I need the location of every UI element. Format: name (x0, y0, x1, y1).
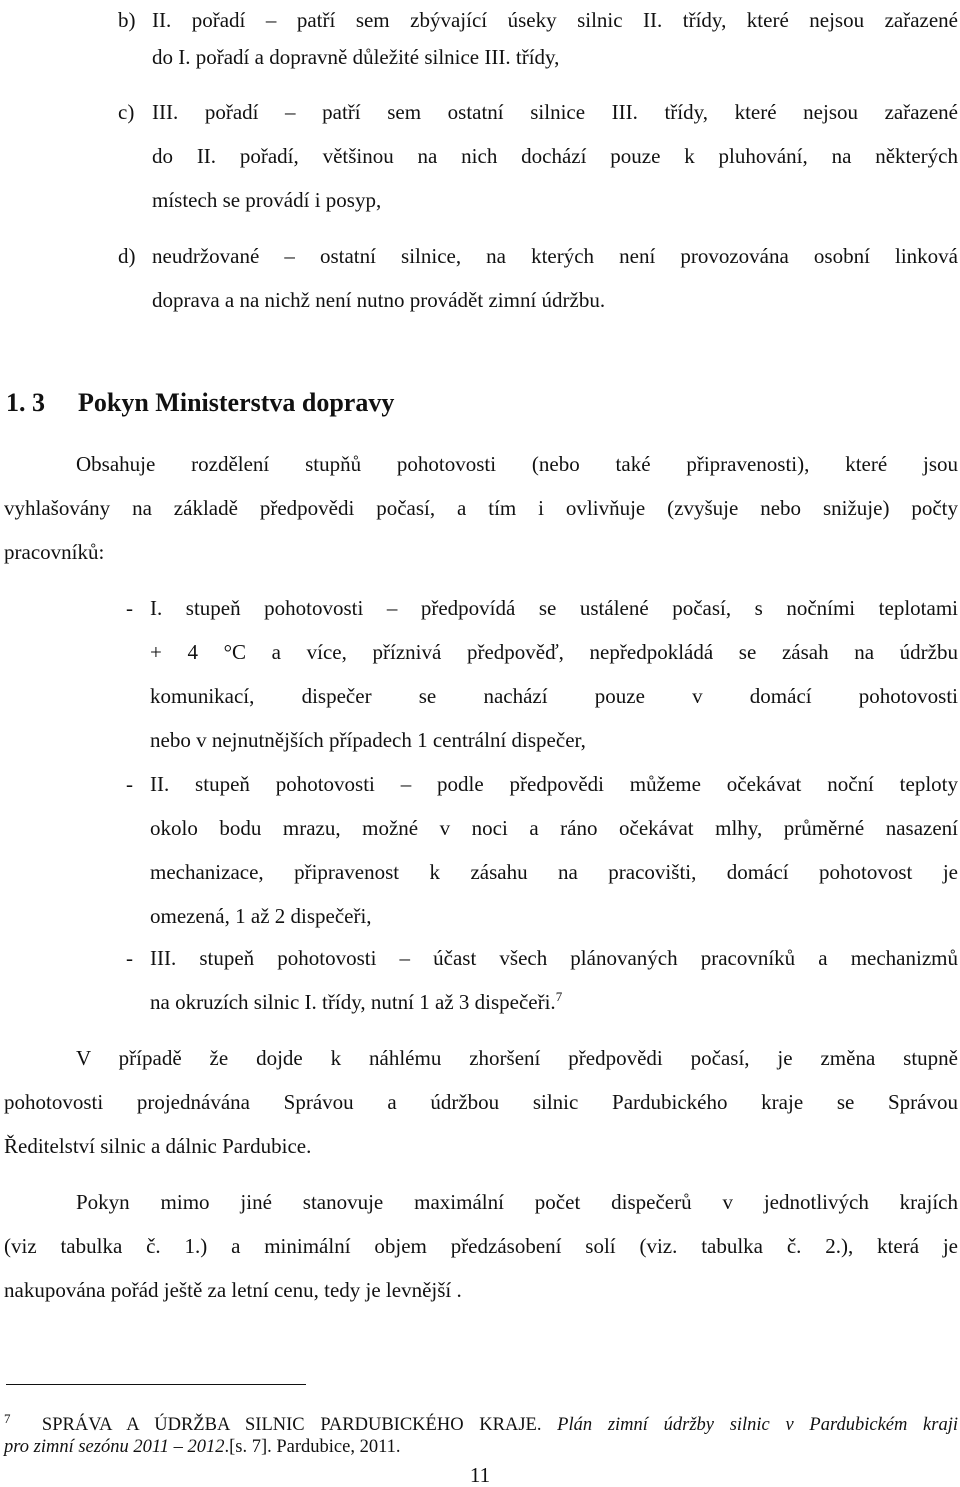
para2-line-1: V případě že dojde k náhlému zhoršení předpovědi počasí, je změna stupně (76, 1046, 958, 1070)
level-3-line-1: III. stupeň pohotovosti – účast všech plánovaných pracovníků a mechanizmů (150, 946, 958, 970)
level-2-line-2: okolo bodu mrazu, možné v noci a ráno očekávat mlhy, průměrné nasazení (150, 816, 958, 840)
para2-line-2: pohotovosti projednávána Správou a údržbou silnic Pardubického kraje se Správou (4, 1090, 958, 1114)
footnote-reference[interactable]: 7 (555, 989, 563, 1004)
para3-line-1: Pokyn mimo jiné stanovuje maximální počet dispečerů v jednotlivých krajích (76, 1190, 958, 1214)
list-item-c-line-3: místech se provádí i posyp, (152, 188, 382, 212)
footnote-separator (6, 1384, 306, 1385)
level-2-dash: - (126, 772, 133, 796)
list-item-c-line-2: do II. pořadí, většinou na nich dochází pouze k pluhování, na některých (152, 144, 958, 168)
level-3-dash: - (126, 946, 133, 970)
list-item-d-line-1: neudržované – ostatní silnice, na kterých není provozována osobní linková (152, 244, 958, 268)
intro-line-1: Obsahuje rozdělení stupňů pohotovosti (nebo také připravenosti), které jsou (76, 452, 958, 476)
footnote-tail: .[s. 7]. Pardubice, 2011. (224, 1437, 401, 1457)
section-heading (6, 388, 394, 418)
level-1-line-3: komunikací, dispečer se nachází pouze v domácí pohotovosti (150, 684, 958, 708)
level-3-line-2 (150, 989, 562, 1015)
para2-line-3: Ředitelství silnic a dálnic Pardubice. (4, 1134, 312, 1158)
section-title: Pokyn Ministerstva dopravy (78, 388, 395, 417)
section-number: 1. 3 (6, 388, 45, 417)
level-3-line-2-text: na okruzích silnic I. třídy, nutní 1 až 3 dispečeři. (150, 990, 556, 1014)
para3-line-2: (viz tabulka č. 1.) a minimální objem předzásobení solí (viz. tabulka č. 2.), která je (4, 1234, 958, 1258)
list-label-c: c) (118, 100, 135, 124)
list-item-c-line-1: III. pořadí – patří sem ostatní silnice III. třídy, které nejsou zařazené (152, 100, 958, 124)
list-label-b: b) (118, 8, 136, 32)
level-2-line-3: mechanizace, připravenost k zásahu na pracovišti, domácí pohotovost je (150, 860, 958, 884)
level-1-dash: - (126, 596, 133, 620)
footnote-title-part-2: pro zimní sezónu 2011 – 2012 (4, 1437, 225, 1457)
intro-line-2: vyhlašovány na základě předpovědi počasí, a tím i ovlivňuje (zvyšuje nebo snižuje) počty (4, 496, 958, 520)
para3-line-3: nakupována pořád ještě za letní cenu, tedy je levnější . (4, 1278, 462, 1302)
list-item-b-line-2: do I. pořadí a dopravně důležité silnice III. třídy, (152, 45, 560, 69)
level-2-line-4: omezená, 1 až 2 dispečeři, (150, 904, 372, 928)
level-2-line-1: II. stupeň pohotovosti – podle předpovědi můžeme očekávat noční teploty (150, 772, 958, 796)
footnote-source-author: SPRÁVA A ÚDRŽBA SILNIC PARDUBICKÉHO KRAJE. (41, 1415, 542, 1435)
list-item-b-line-1: II. pořadí – patří sem zbývající úseky silnic II. třídy, které nejsou zařazené (152, 8, 958, 32)
level-1-line-2: + 4 °C a více, příznivá předpověď, nepředpokládá se zásah na údržbu (150, 640, 958, 664)
level-1-line-1: I. stupeň pohotovosti – předpovídá se ustálené počasí, s nočními teplotami (150, 596, 958, 620)
list-item-d-line-2: doprava a na nichž není nutno provádět zimní údržbu. (152, 288, 606, 312)
footnote-line-2 (4, 1436, 401, 1458)
intro-line-3: pracovníků: (4, 540, 105, 564)
footnote-line-1 (4, 1410, 958, 1436)
footnote-title-part-1: Plán zimní údržby silnic v Pardubickém kraji (557, 1415, 958, 1435)
page-number: 11 (469, 1463, 491, 1487)
footnote-number: 7 (4, 1410, 11, 1426)
level-1-line-4: nebo v nejnutnějších případech 1 centrální dispečer, (150, 728, 586, 752)
list-label-d: d) (118, 244, 136, 268)
